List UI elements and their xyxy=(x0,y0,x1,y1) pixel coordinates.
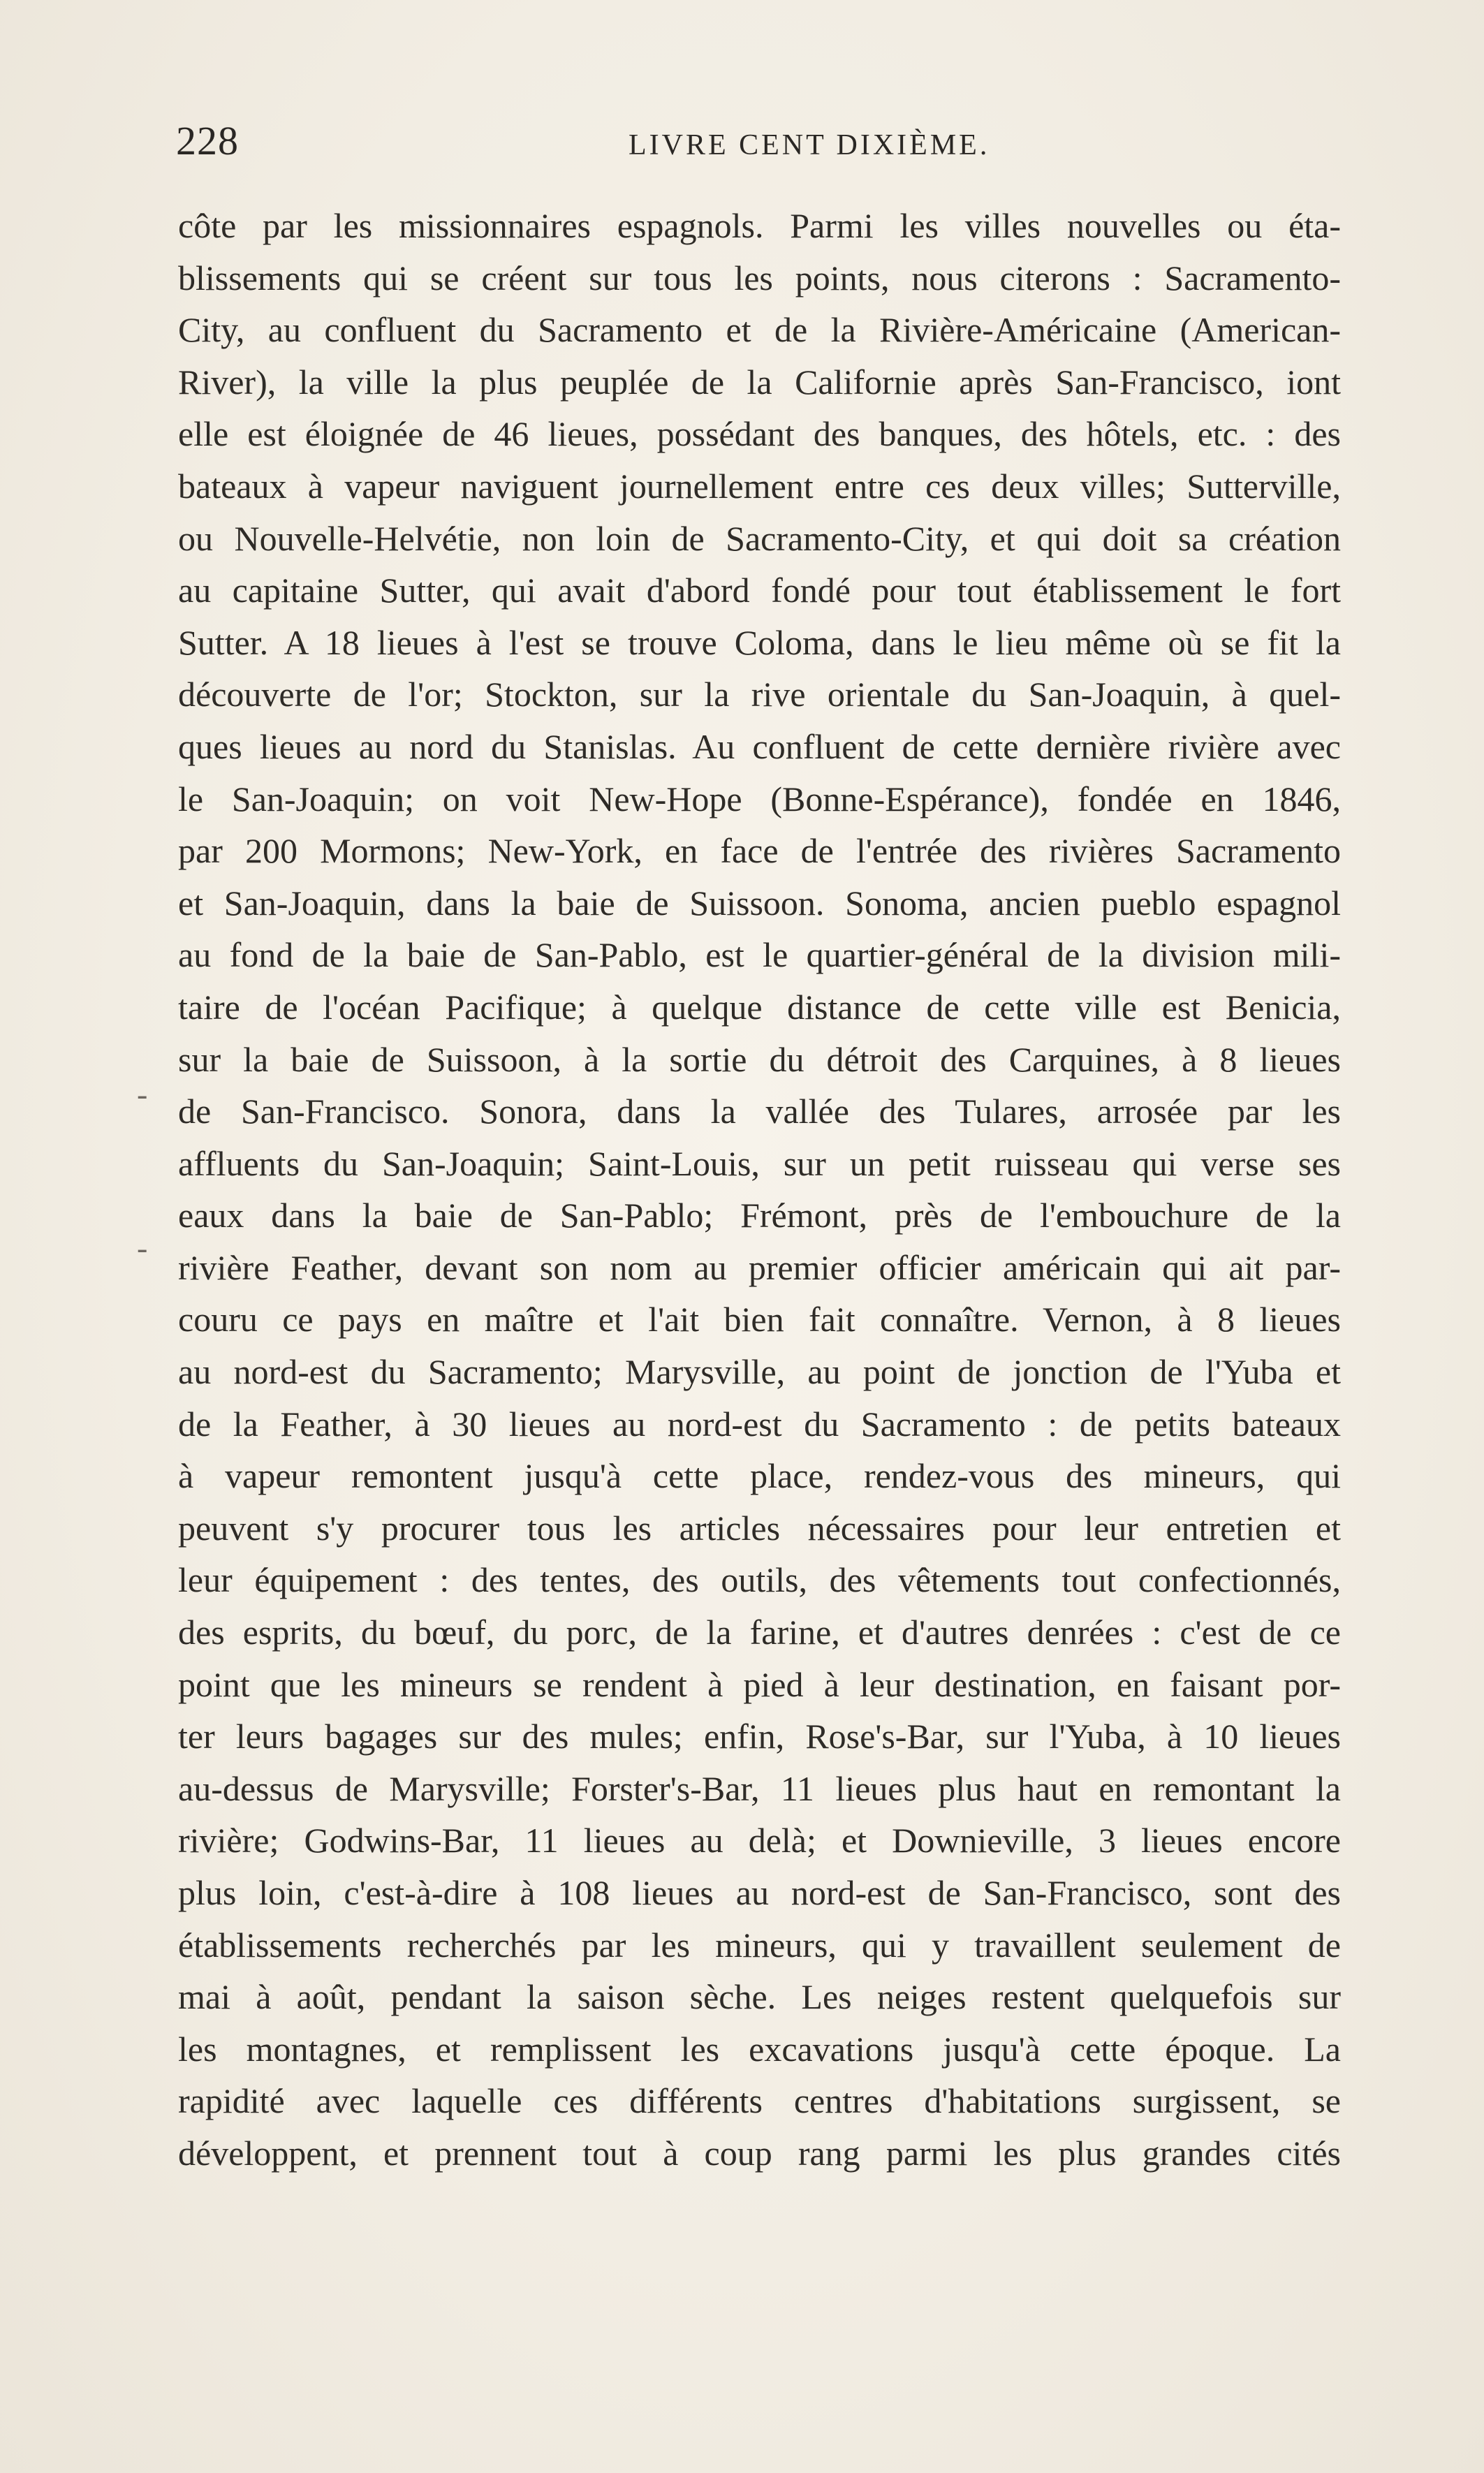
text-line: ter leurs bagages sur des mules; enfin, Rose's-Bar, sur l'Yuba, à 10 lieues xyxy=(178,1717,1341,1756)
text-line: au fond de la baie de San-Pablo, est le quartier-général de la division mili- xyxy=(178,935,1341,975)
running-head: LIVRE CENT DIXIÈME. xyxy=(629,129,990,161)
text-line: bateaux à vapeur naviguent journellement entre ces deux villes; Sutterville, xyxy=(178,466,1341,506)
text-line: de la Feather, à 30 lieues au nord-est du Sacramento : de petits bateaux xyxy=(178,1404,1341,1444)
text-line: leur équipement : des tentes, des outils, des vêtements tout confectionnés, xyxy=(178,1560,1341,1600)
text-line: eaux dans la baie de San-Pablo; Frémont, près de l'embouchure de la xyxy=(178,1196,1341,1235)
text-line: plus loin, c'est-à-dire à 108 lieues au nord-est de San-Francisco, sont des xyxy=(178,1873,1341,1912)
text-line: développent, et prennent tout à coup rang parmi les plus grandes cités xyxy=(178,2133,1341,2173)
text-line: Sutter. A 18 lieues à l'est se trouve Coloma, dans le lieu même où se fit la xyxy=(178,622,1341,662)
text-line: point que les mineurs se rendent à pied à leur destination, en faisant por- xyxy=(178,1664,1341,1704)
text-line: établissements recherchés par les mineurs, qui y travaillent seulement de xyxy=(178,1925,1341,1965)
page-header xyxy=(176,117,1341,180)
text-line: au nord-est du Sacramento; Marysville, au point de jonction de l'Yuba et xyxy=(178,1352,1341,1392)
text-line: de San-Francisco. Sonora, dans la vallée des Tulares, arrosée par les xyxy=(178,1092,1341,1131)
text-line: au capitaine Sutter, qui avait d'abord fondé pour tout établissement le fort xyxy=(178,571,1341,610)
text-line: rapidité avec laquelle ces différents centres d'habitations surgissent, se xyxy=(178,2081,1341,2121)
text-line: rivière Feather, devant son nom au premier officier américain qui ait par- xyxy=(178,1247,1341,1287)
text-line: découverte de l'or; Stockton, sur la rive orientale du San-Joaquin, à quel- xyxy=(178,675,1341,714)
text-line: ques lieues au nord du Stanislas. Au confluent de cette dernière rivière avec xyxy=(178,726,1341,766)
margin-mark: - xyxy=(137,1076,148,1112)
text-line: les montagnes, et remplissent les excavations jusqu'à cette époque. La xyxy=(178,2029,1341,2069)
body-text xyxy=(178,200,1341,2180)
text-line: sur la baie de Suissoon, à la sortie du détroit des Carquines, à 8 lieues xyxy=(178,1039,1341,1079)
text-line: rivière; Godwins-Bar, 11 lieues au delà; et Downieville, 3 lieues encore xyxy=(178,1821,1341,1861)
text-line: blissements qui se créent sur tous les points, nous citerons : Sacramento- xyxy=(178,258,1341,298)
text-line: elle est éloignée de 46 lieues, possédant des banques, des hôtels, etc. : des xyxy=(178,414,1341,454)
text-line: couru ce pays en maître et l'ait bien fait connaître. Vernon, à 8 lieues xyxy=(178,1300,1341,1340)
text-line: mai à août, pendant la saison sèche. Les neiges restent quelquefois sur xyxy=(178,1977,1341,2017)
text-line: City, au confluent du Sacramento et de la Rivière-Américaine (American- xyxy=(178,310,1341,350)
text-line: et San-Joaquin, dans la baie de Suissoon. Sonoma, ancien pueblo espagnol xyxy=(178,883,1341,923)
text-line: des esprits, du bœuf, du porc, de la farine, et d'autres denrées : c'est de ce xyxy=(178,1613,1341,1652)
text-line: ou Nouvelle-Helvétie, non loin de Sacramento-City, et qui doit sa création xyxy=(178,518,1341,558)
text-line: affluents du San-Joaquin; Saint-Louis, sur un petit ruisseau qui verse ses xyxy=(178,1143,1341,1183)
text-line: peuvent s'y procurer tous les articles nécessaires pour leur entretien et xyxy=(178,1508,1341,1548)
text-line: par 200 Mormons; New-York, en face de l'entrée des rivières Sacramento xyxy=(178,831,1341,871)
page-number: 228 xyxy=(176,118,239,163)
text-line: le San-Joaquin; on voit New-Hope (Bonne-Espérance), fondée en 1846, xyxy=(178,779,1341,819)
text-line: à vapeur remontent jusqu'à cette place, rendez-vous des mineurs, qui xyxy=(178,1456,1341,1496)
text-line: River), la ville la plus peuplée de la Californie après San-Francisco, iont xyxy=(178,362,1341,402)
text-line: taire de l'océan Pacifique; à quelque distance de cette ville est Benicia, xyxy=(178,987,1341,1027)
text-line: au-dessus de Marysville; Forster's-Bar, 11 lieues plus haut en remontant la xyxy=(178,1768,1341,1808)
margin-mark: - xyxy=(137,1230,148,1265)
text-line: côte par les missionnaires espagnols. Parmi les villes nouvelles ou éta- xyxy=(178,206,1341,245)
